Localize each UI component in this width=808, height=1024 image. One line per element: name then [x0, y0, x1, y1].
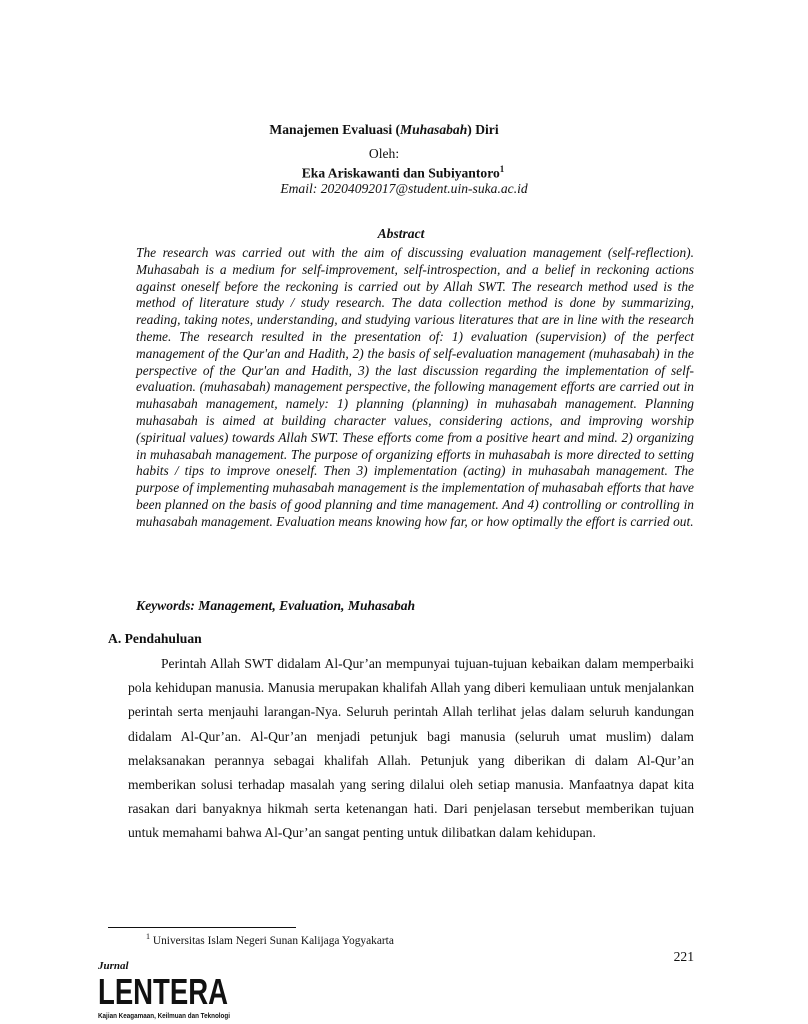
- intro-paragraph-text: Perintah Allah SWT didalam Al-Qur’an mempunyai tujuan-tujuan kebaikan dalam memperbaiki pola kehidupan manusia. Manusia merupakan khalifah Allah yang diberi kemuliaan untuk menjalankan perintah serta menjauhi larangan-Nya. Seluruh perintah Allah terlihat jelas dalam seluruh kandungan didalam Al-Qur’an. Al-Qur’an menjadi petunjuk bagi manusia (seluruh umat muslim) dalam melaksanakan perannya sebagai khalifah Allah. Petunjuk yang diberikan di dalam Al-Qur’an memberikan solusi terhadap masalah yang sering dilalui oleh setiap manusia. Manfaatnya dapat kita rasakan dari banyaknya hikmah serta ketenangan hati. Dari penjelasan tersebut memberikan tujuan untuk memahami bahwa Al-Qur’an sangat penting untuk dilibatkan dalam kehidupan.: [128, 656, 694, 841]
- footnote-divider: [108, 927, 296, 928]
- title-italic-term: Muhasabah: [400, 122, 468, 137]
- footnote-marker: 1: [146, 932, 150, 941]
- author-names: Eka Ariskawanti dan Subiyantoro$^1$: [301, 164, 505, 181]
- abstract-text: The research was carried out with the aim of discussing evaluation management (self-reflection). Muhasabah is a medium for self-improvement, self-introspection, and a belief in reckoning actions against oneself before the reckoning is carried out by Allah SWT. The research method used is the method of literature study / study research. The data collection method is done by summarizing, reading, taking notes, understanding, and studying various literatures that are in line with the research theme. The research resulted in the presentation of: 1) evaluation (supervision) of the perfect management of the Qur'an and Hadith, 2) the basis of self-evaluation management (muhasabah) in the perspective of the Qur'an and Hadith, 3) the last discussion regarding the implementation of self-evaluation. (muhasabah) management perspective, the following management efforts are carried out in muhasabah management, namely: 1) planning (planning) in muhasabah management. Planning muhasabah is aimed at building character values, considering actions, and improving worship (spiritual values) towards Allah SWT. These efforts come from a positive heart and mind. 2) organizing in muhasabah management. The purpose of organizing efforts in muhasabah is more directed to setting habits / tips to improve oneself. Then 3) implementation (acting) in muhasabah management. The purpose of implementing muhasabah management is the implementation of muhasabah efforts that have been planned on the basis of good planning and time management. And 4) controlling or controlling in muhasabah management. Evaluation means knowing how far, or how optimally the effort is carried out.: [136, 245, 694, 529]
- footnote: [146, 932, 394, 947]
- logo-tagline: Kajian Keagamaan, Keilmuan dan Teknologi: [98, 1013, 231, 1020]
- section-heading: A. Pendahuluan: [108, 631, 202, 646]
- author-footnote-marker: 1: [499, 164, 505, 174]
- logo-main-text: LENTERA: [98, 971, 229, 1012]
- author-email: Email: 20204092017@student.uin-suka.ac.id: [280, 181, 528, 196]
- paper-title: Manajemen Evaluasi (Muhasabah) Diri: [269, 122, 499, 137]
- by-label: Oleh:: [368, 146, 400, 161]
- footnote-text: Universitas Islam Negeri Sunan Kalijaga Yogyakarta: [152, 934, 394, 947]
- keywords-line: Keywords: Management, Evaluation, Muhasabah: [136, 598, 416, 613]
- journal-logo: [98, 958, 238, 1020]
- page-number: 221: [673, 949, 694, 964]
- intro-paragraph: [128, 652, 694, 846]
- abstract-heading: Abstract: [377, 226, 425, 241]
- logo-small-text: Jurnal: [98, 960, 129, 972]
